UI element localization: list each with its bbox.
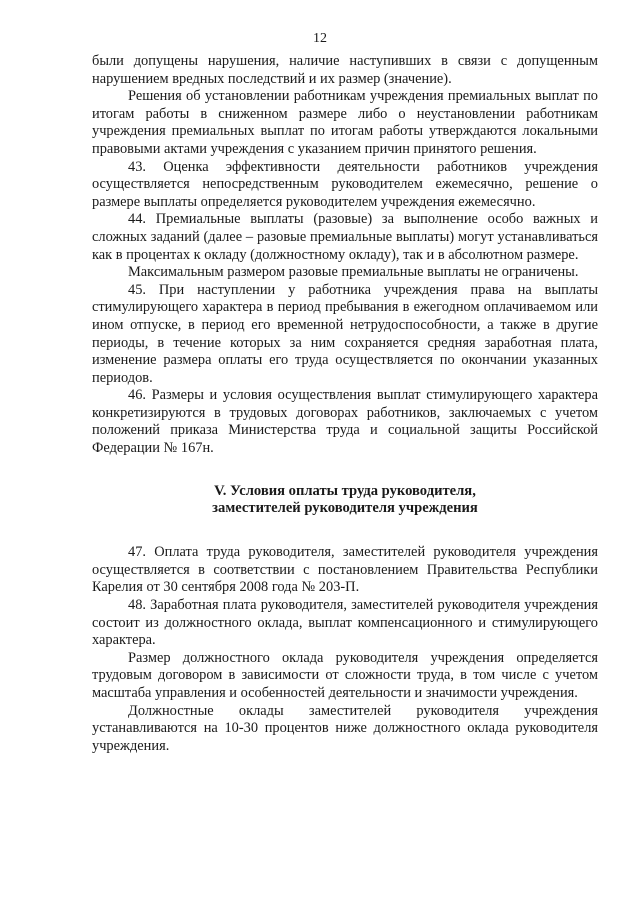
paragraph: Должностные оклады заместителей руководителя учреждения устанавливаются на 10-30 процентов ниже должностного оклада руководителя учреждения. bbox=[92, 702, 598, 754]
paragraph: Максимальным размером разовые премиальные выплаты не ограничены. bbox=[128, 264, 579, 281]
section-heading bbox=[92, 483, 598, 519]
section-heading-line-1: V. Условия оплаты труда руководителя, bbox=[214, 482, 476, 499]
paragraphs-before-heading bbox=[92, 53, 598, 458]
paragraph: 45. При наступлении у работника учреждения права на выплаты стимулирующего характера в период пребывания в ежегодном оплачиваемом или ином отпуске, в период его временной нетрудоспособности, а также в другие периоды, в течение которых за ним сохраняется средняя заработная плата, изменение размера оплаты его труда осуществляется по окончании указанных периодов. bbox=[92, 281, 598, 386]
paragraph: Размер должностного оклада руководителя учреждения определяется трудовым договором в зависимости от сложности труда, в том числе с учетом масштаба управления и особенностей деятельности и значимости учреждения. bbox=[92, 649, 598, 701]
paragraph: Решения об установлении работникам учреждения премиальных выплат по итогам работы в сниженном размере либо о неустановлении работникам учреждения премиальных выплат по итогам работы утверждаются локальными правовыми актами учреждения с указанием причин принятого решения. bbox=[92, 88, 598, 157]
paragraph: были допущены нарушения, наличие наступивших в связи с допущенным нарушением вредных последствий и их размер (значение). bbox=[92, 53, 598, 87]
paragraph: 48. Заработная плата руководителя, заместителей руководителя учреждения состоит из должностного оклада, выплат компенсационного и стимулирующего характера. bbox=[92, 597, 598, 649]
paragraph: 47. Оплата труда руководителя, заместителей руководителя учреждения осуществляется в соответствии с постановлением Правительства Республики Карелия от 30 сентября 2008 года № 203-П. bbox=[92, 544, 598, 596]
paragraph: 43. Оценка эффективности деятельности работников учреждения осуществляется непосредственным руководителем ежемесячно, решение о размере выплаты определяется руководителем учреждения ежемесячно. bbox=[92, 158, 598, 210]
page-number: 12 bbox=[313, 31, 327, 46]
document-body bbox=[92, 53, 598, 755]
paragraph: 46. Размеры и условия осуществления выплат стимулирующего характера конкретизируются в трудовых договорах работников, заключаемых с учетом положений приказа Министерства труда и социальной защиты Российской Федерации № 167н. bbox=[92, 387, 598, 457]
section-heading-line-2: заместителей руководителя учреждения bbox=[212, 500, 478, 517]
paragraph: 44. Премиальные выплаты (разовые) за выполнение особо важных и сложных заданий (далее – разовые премиальные выплаты) могут устанавливаться как в процентах к окладу (должностному окладу), так и в абсолютном размере. bbox=[92, 211, 598, 263]
paragraphs-after-heading bbox=[92, 544, 598, 755]
